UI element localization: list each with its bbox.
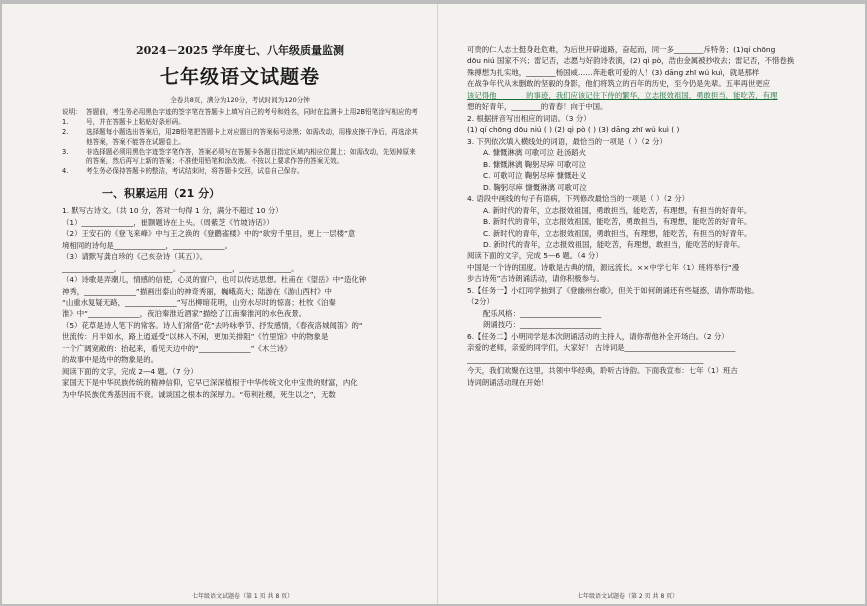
reading-prompt: 阅读下面的文字，完成 5—6 题。（4 分） <box>467 251 603 261</box>
text-line: （4）诗歌是弄潮儿，情感的信使，心灵的窗户，也可以传达思想。杜甫在《望岳》中“造化钟 <box>62 275 367 285</box>
text-line: （5）花草是诗人笔下的常客。诗人们常借“花”去吟咏季节、抒发感情，《春夜洛城闻笛》的“ <box>62 320 363 330</box>
instruction-item: 4. 考生务必保持答题卡的整洁，考试结束时，将答题卡交回，试卷自己保存。 <box>62 167 304 176</box>
question-block <box>62 205 418 400</box>
text-line: 阅读下面的文字，完成 2—4 题。（7 分） <box>62 366 198 376</box>
text-line: dōu niú 国家不兴；雷记否，志愿与好韵诗表演，(2) qì pò，浩由金属被抄收去；雷记否，不惜卷换 <box>467 56 795 66</box>
answer-line-music-style[interactable]: 配乐风格：______________________ <box>483 308 602 318</box>
text-line: 可贵的仁人志士挺身赴危难，为后世开辟道路，奋起而，同一多________斥特务；(1)qí chōng <box>467 45 776 54</box>
text-line: 殊搏想为扎实地，________杨国威……奔赴歌可爱的人！(3) dāng zhī wú kuì，就是那样 <box>467 67 760 77</box>
question-6: 6.【任务二】小明同学是本次朗诵活动的主持人，请你帮他补全开场白。（2 分） <box>467 331 729 341</box>
text-line: 家国天下是中华民族传统的精神信仰，它早已深深植根于中华传统文化中宝贵的财富，内化 <box>62 378 358 388</box>
option-c[interactable]: C. 新时代的青年，立志报效祖国，勇敢担当，有理想，能吃苦，有担当的好青年。 <box>483 228 752 238</box>
question-5: 5.【任务一】小红同学抽到了《登幽州台歌》，但关于如何朗诵还有些疑惑，请你帮助他。 <box>467 285 759 295</box>
text-line: 想的好青年，________的青春！向于中国。 <box>467 102 608 112</box>
instruction-item: 3. 非选择题必须用黑色字迹签字笔作答，答案必须写在答题卡各题目指定区域内相应位置上；如需改动，先划掉原来的答案，然后再写上新的答案；不准使用铅笔和涂改液。不按以上要求作答的答案无效。 <box>62 147 416 166</box>
option-a[interactable]: A. 慷慨淋漓 可歌可泣 赴汤蹈火 <box>483 148 587 158</box>
text-line: 诗词朗诵活动现在开始！ <box>467 377 549 387</box>
right-page <box>467 44 833 596</box>
option-b[interactable]: B. 慷慨淋漓 鞠躬尽瘁 可歌可泣 <box>483 159 587 169</box>
question-3: 3. 下列依次填入横线处的词语，最恰当的一项是（ ）（2 分） <box>467 136 667 146</box>
page-footer-left: 七年级语文试题卷（第 1 页 共 8 页） <box>192 593 294 600</box>
section-title: 一、积累运用（21 分） <box>102 187 221 201</box>
text-line: 的故事中是选中的物象是的。 <box>62 355 159 365</box>
text-line: 境相同的诗句是______________，______________。 <box>62 240 232 250</box>
question-4: 4. 语段中画线的句子有语病，下列修改最恰当的一项是（ ）（2 分） <box>467 194 690 204</box>
option-a[interactable]: A. 新时代的青年，立志报效祖国，勇敢担当，能吃苦，有理想，有担当的好青年。 <box>483 205 752 215</box>
exam-sheet <box>2 4 865 604</box>
exam-header: 2024－2025 学年度七、八年级质量监测 <box>135 44 345 57</box>
text-line: 淮》中“______________，夜泊秦淮近酒家”描绘了江南秦淮河的水色夜景。 <box>62 309 307 319</box>
page-fold <box>437 4 438 604</box>
text-line: 一个广阔宽敞的：抬起来，看见天边中的“______________”《木兰诗》 <box>62 343 292 353</box>
option-d[interactable]: D. 新时代的青年，立志报效祖国，能吃苦，有理想，敢担当，能吃苦的好青年。 <box>483 239 745 249</box>
text-line: 神秀，______________”描画出泰山的神奇秀丽，巍峨高大；陆游在《游山西村》中 <box>62 286 332 296</box>
instructions <box>62 108 418 177</box>
text-line: 中国是一个诗的国度。诗歌是古典的情，源远流长。××中学七年（1）班将举行“漫 <box>467 262 740 272</box>
text-line: 1. 默写古诗文。（共 10 分，答对一句得 1 分，满分不超过 10 分） <box>62 206 283 216</box>
question-2: 2. 根据拼音写出相应的词语。（3 分） <box>467 113 591 123</box>
text-line: （2）王安石的《登飞来峰》中与王之涣的《登鹳雀楼》中的“欲穷千里目，更上一层楼”意 <box>62 229 356 239</box>
text-line: （2分） <box>467 297 494 307</box>
text-line: （1）______________，崔颢题诗在上头。（周紫芝《竹坡诗话》） <box>62 217 274 227</box>
exam-meta: 全卷共8页，满分为120分，考试时间为120分钟 <box>170 96 310 104</box>
option-c[interactable]: C. 可歌可泣 鞠躬尽瘁 慷慨赴义 <box>483 171 587 181</box>
text-line: 今天，我们欢聚在这里，共领中华经典，聆听古诗韵。下面我宣布：七年（1）班古 <box>467 366 738 376</box>
page-footer-right: 七年级语文试题卷（第 2 页 共 8 页） <box>577 593 679 600</box>
text-line: 步古诗苑”古诗朗诵活动，请你积极参与。 <box>467 274 604 284</box>
exam-title: 七年级语文试题卷 <box>159 66 320 88</box>
instruction-item: 说明：1. 答题前，考生务必用黑色字迹的签字笔在答题卡上填写自己的考号和姓名，同时在监测卡上用2B铅笔涂写相应的考号，并在答题卡上粘贴好条形码。 <box>62 108 418 126</box>
answer-line-technique[interactable]: 朗诵技巧：______________________ <box>483 320 602 330</box>
option-b[interactable]: B. 新时代的青年，立志报效祖国，能吃苦，勇敢担当，有理想，能吃苦的好青年。 <box>483 217 752 227</box>
text-line: （3）请默写龚自珍的《己亥杂诗（其五）》。 <box>62 252 208 262</box>
text-line: “山重水复疑无路，______________”写出柳暗花明，山穷水尽时的惊喜；杜牧《泊秦 <box>62 297 336 307</box>
underlined-sentence: 该记得他________的事迹，我们应该记住下侍的繁华，立志报效祖国，勇敢担当，能吃苦，有理 <box>467 90 778 100</box>
option-d[interactable]: D. 鞠躬尽瘁 慷慨淋漓 可歌可泣 <box>483 182 587 192</box>
left-page <box>62 34 418 596</box>
answer-line-opening-cont[interactable]: ________________________________________________________________ <box>467 354 704 364</box>
text-line: ______________，______________。______________，______________。 <box>62 263 299 273</box>
text-line: 在战争年代从未删敢的坚毅的身影，他们将筑立的百年的历史，至今仍是先辈。五率再世更应 <box>467 79 771 89</box>
text-line: 世流传：月半如水，路上逍遥受“以林入不闲，更加关排阻”《竹里馆》中的物象是 <box>62 332 329 342</box>
text-line: 为中华民族优秀基因而不衰。诚谈国之根本的深厚力。“苟利社稷，死生以之”，无数 <box>62 389 336 399</box>
instruction-item: 2. 选择题每小题选出答案后，用2B铅笔把答题卡上对应题目的答案标号涂黑；如需改动，用橡皮擦干净后，再选涂其他答案，答案不能答在试题卷上。 <box>62 127 418 146</box>
answer-line-opening[interactable]: 亲爱的老师，亲爱的同学们，大家好！ 古诗词是______________________________ <box>467 343 736 353</box>
question-2-items: (1) qí chōng dōu niú ( ) (2) qì pò ( ) (3) dāng zhī wú kuì ( ) <box>467 125 680 135</box>
